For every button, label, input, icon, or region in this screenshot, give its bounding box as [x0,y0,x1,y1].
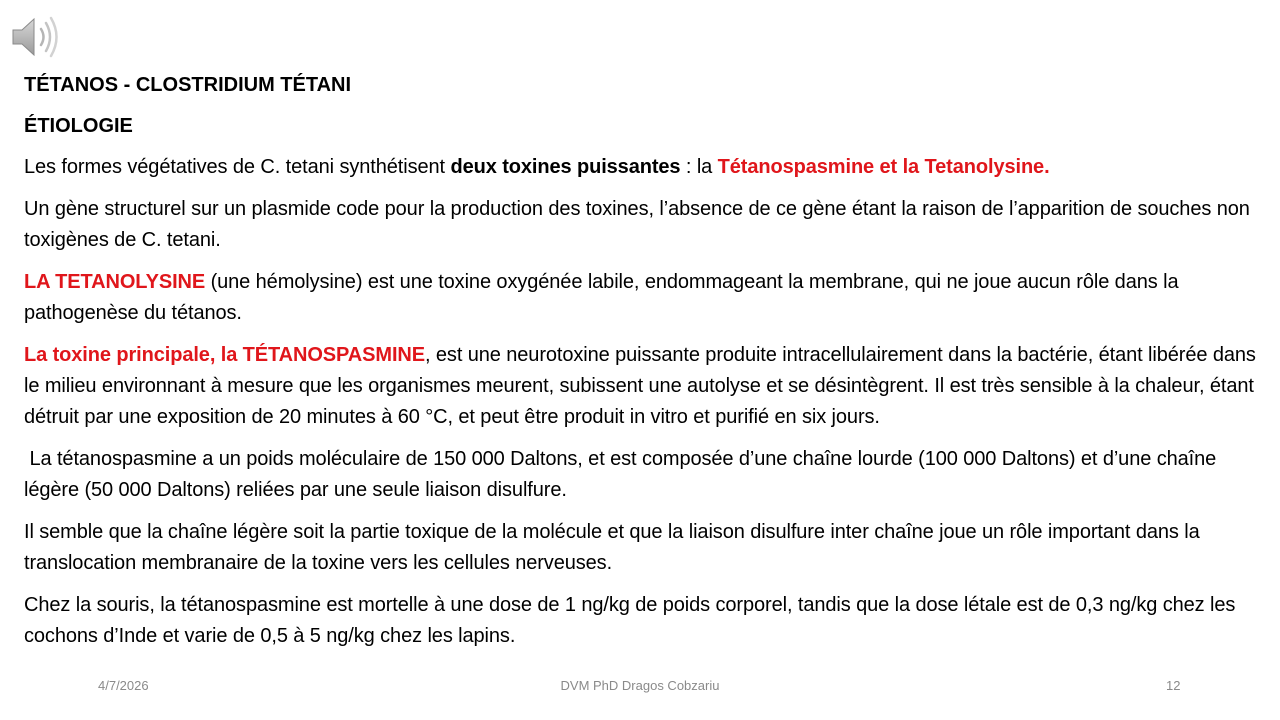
paragraph-lethal-dose: Chez la souris, la tétanospasmine est mortelle à une dose de 1 ng/kg de poids corporel, tandis que la dose létale est de 0,3 ng/kg chez les cochons d’Inde et varie de 0,5 à 5 ng/kg chez les lapins. [24,594,1236,647]
paragraph-toxins [24,152,1264,183]
highlight-text: La toxine principale, la TÉTANOSPASMINE [24,344,425,366]
paragraph-gene: Un gène structurel sur un plasmide code pour la production des toxines, l’absence de ce gène étant la raison de l’apparition de souches non toxigènes de C. tetani. [24,198,1250,251]
paragraph-light-chain: Il semble que la chaîne légère soit la partie toxique de la molécule et que la liaison disulfure inter chaîne joue un rôle important dans la translocation membranaire de la toxine vers les cellules nerveuses. [24,521,1200,574]
footer-author: DVM PhD Dragos Cobzariu [560,678,720,693]
text: (une hémolysine) est une toxine oxygénée labile, endommageant la membrane, qui ne joue aucun rôle dans la pathogenèse du tétanos. [24,271,1179,324]
slide-title: TÉTANOS - CLOSTRIDIUM TÉTANI [24,74,352,96]
speaker-icon[interactable] [10,12,62,62]
text: : la [680,156,718,178]
section-heading: ÉTIOLOGIE [24,115,133,137]
highlight-text: LA TETANOLYSINE [24,271,206,293]
text: Les formes végétatives de C. tetani synthétisent [24,156,451,178]
paragraph-tetanospasmine [24,340,1264,433]
bold-text: deux toxines puissantes [450,156,681,178]
highlight-text: Tétanospasmine et la Tetanolysine. [717,156,1050,178]
slide-content [24,70,1264,663]
text: , est une neurotoxine puissante produite intracellulairement dans la bactérie, étant libérée dans le milieu environnant à mesure que les organismes meurent, subissent une autolyse et se désintègrent. Il est très sensible à la chaleur, étant détruit par une exposition de 20 minutes à 60 °C, et peut être produit in vitro et purifié en six jours. [24,344,1256,428]
footer-date: 4/7/2026 [98,678,149,693]
paragraph-molecular-weight: La tétanospasmine a un poids moléculaire de 150 000 Daltons, et est composée d’une chaîne lourde (100 000 Daltons) et d’une chaîne légère (50 000 Daltons) reliées par une seule liaison disulfure. [24,448,1222,501]
slide-number: 12 [1166,678,1181,693]
paragraph-tetanolysine [24,267,1264,329]
